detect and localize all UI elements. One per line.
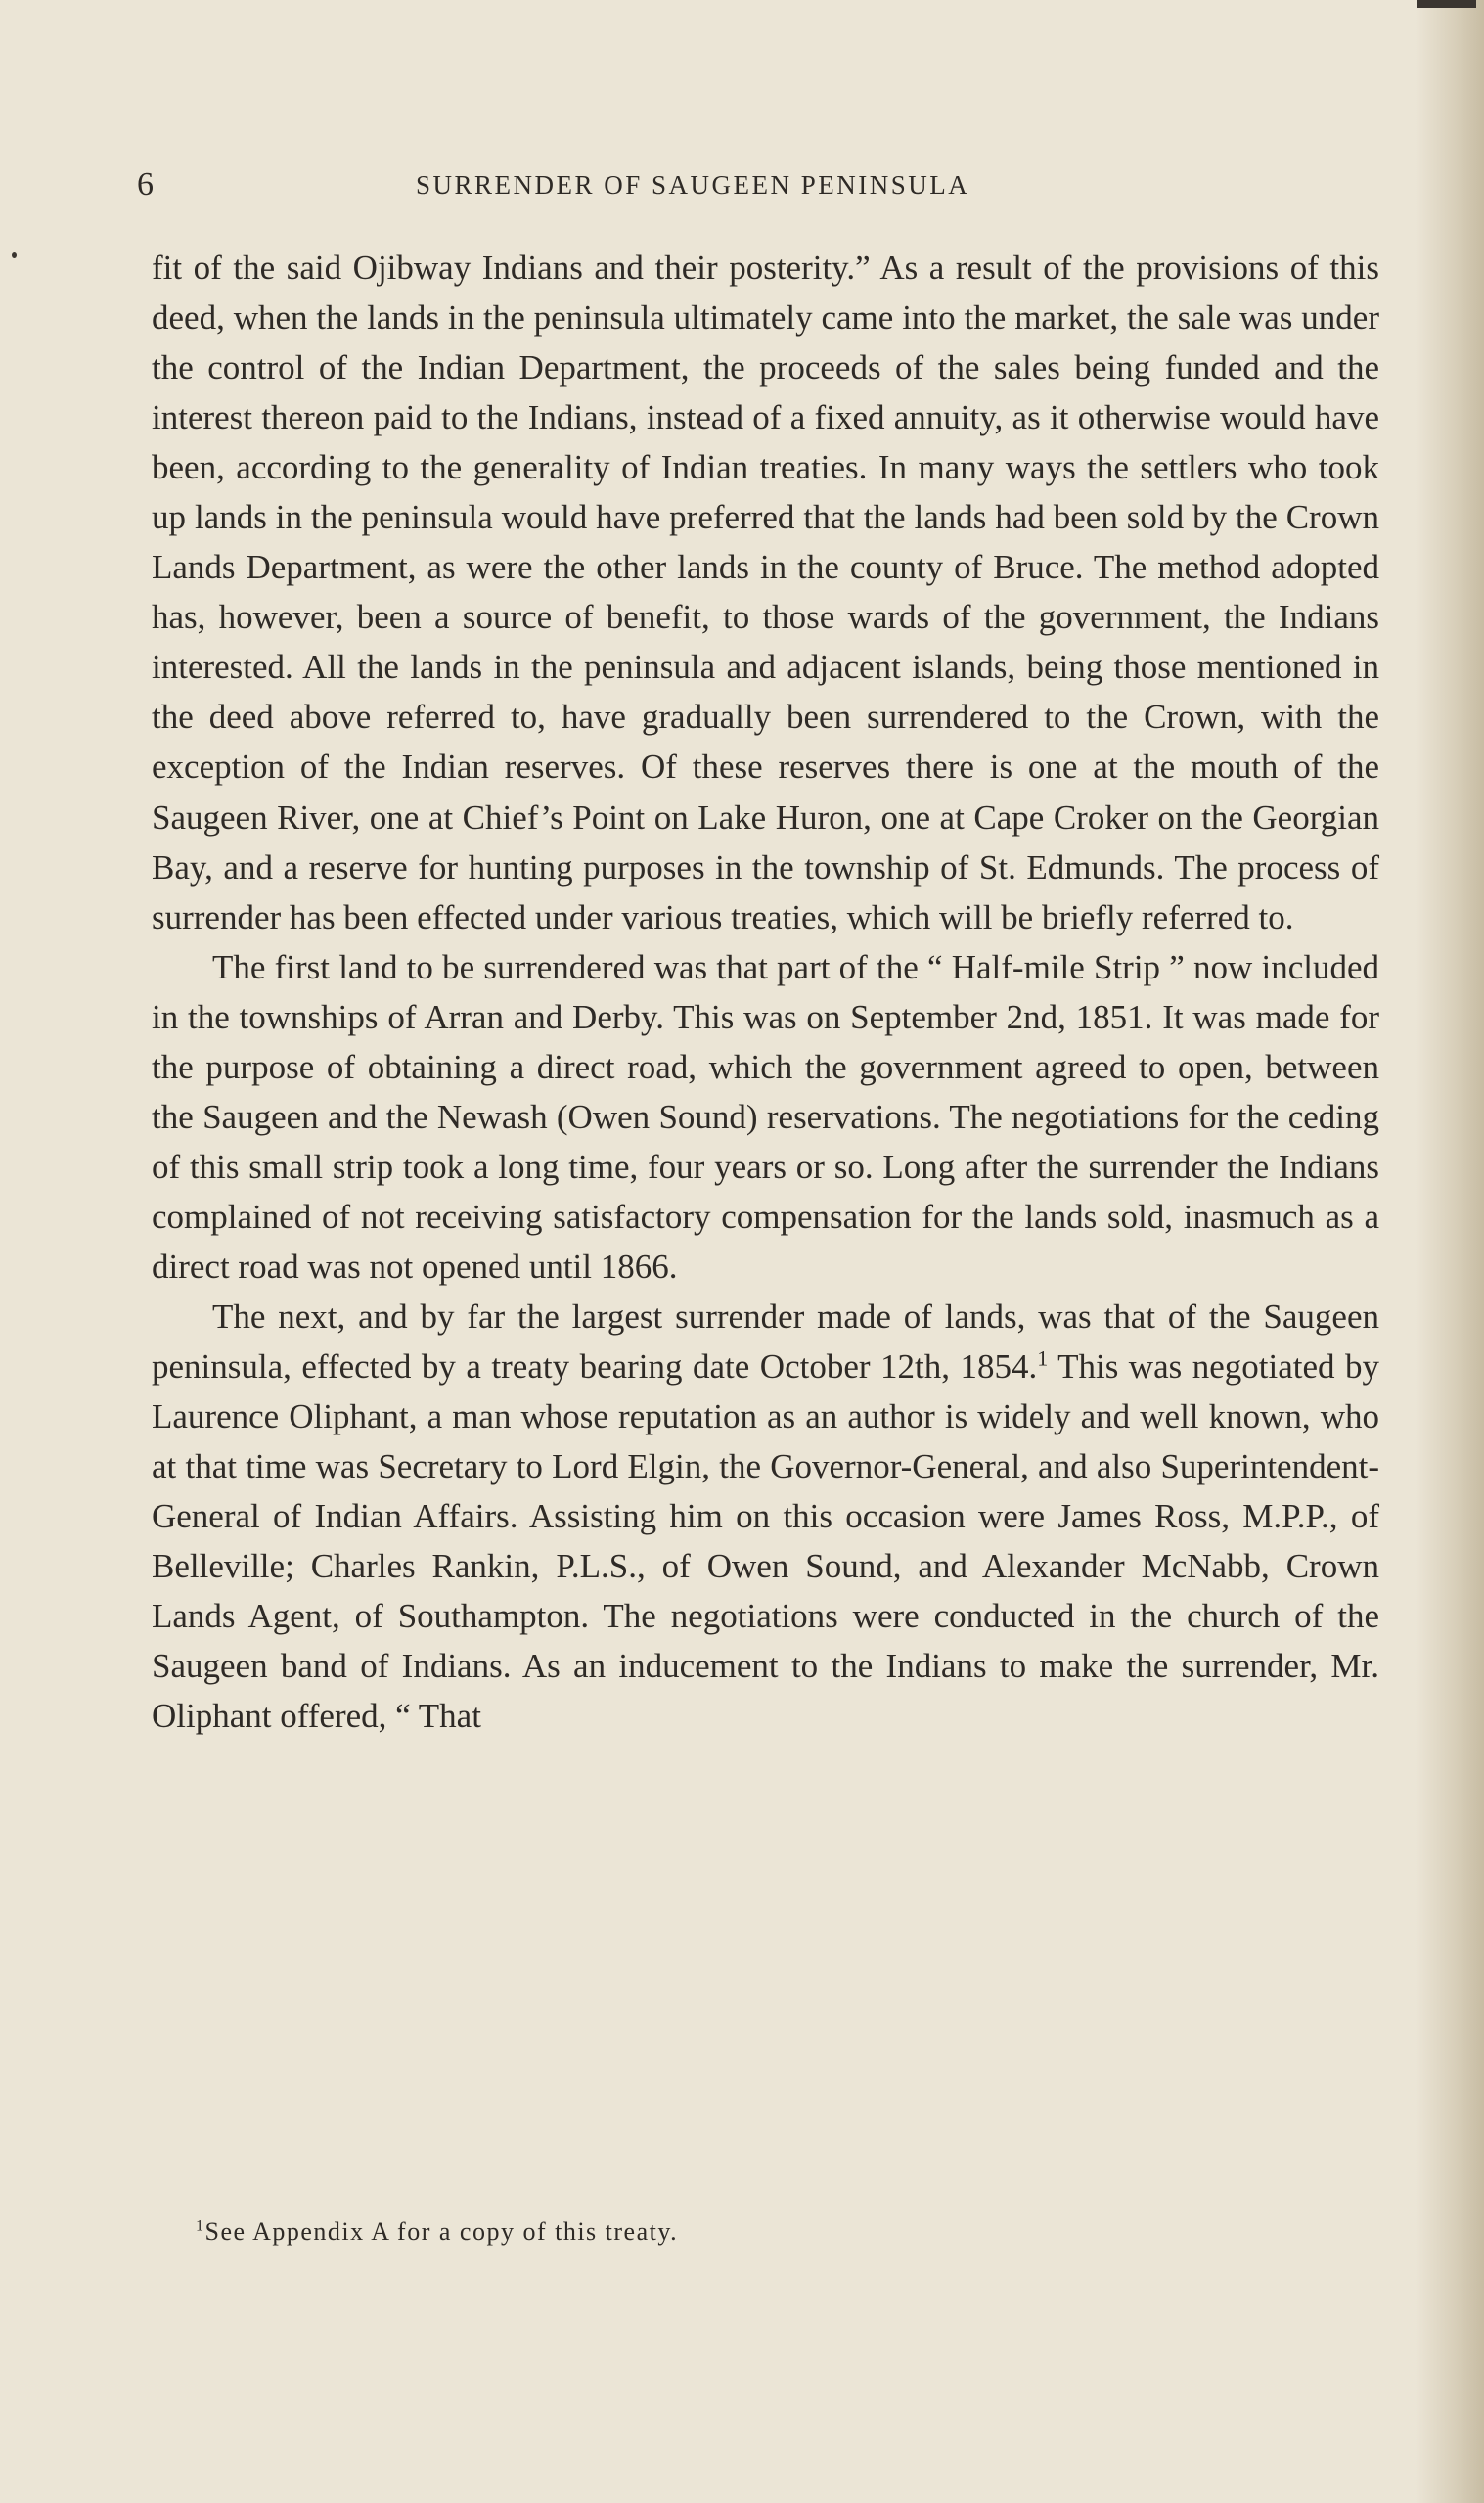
footnote [196,2217,1272,2247]
page-header [137,166,1379,205]
paragraph-3 [152,1292,1379,1741]
paragraph-3-text-before: The next, and by far the largest surrender made of lands, was that of the Saugeen peninsula, effected by a treaty bearing date October 12th, 1854. [152,1297,1379,1387]
paragraph-3-text-after: This was negotiated by Laurence Oliphant, a man whose reputation as an author is widely and well known, who at that time was Secretary to Lord Elgin, the Governor-General, and also Superintendent-General of Indian Affairs. Assisting him on this occasion were James Ross, M.P.P., of Belleville; Charles Rankin, P.L.S., of Owen Sound, and Alexander McNabb, Crown Lands Agent, of Southampton. The negotiations were conducted in the church of the Saugeen band of Indians. As an inducement to the Indians to make the surrender, Mr. Oliphant offered, “ That [152,1347,1379,1736]
page-number: 6 [137,166,154,203]
footnote-text: See Appendix A for a copy of this treaty. [204,2217,679,2246]
footnote-mark: 1 [196,2217,205,2235]
stray-ink-mark [12,252,17,258]
running-head: SURRENDER OF SAUGEEN PENINSULA [416,170,970,200]
page-edge-mark [1417,0,1476,8]
paragraph-1: fit of the said Ojibway Indians and their posterity.” As a result of the provisions of this deed, when the lands in the peninsula ultimately came into the market, the sale was under the control of the Indian Department, the proceeds of the sales being funded and the interest thereon paid to the Indians, instead of a fixed annuity, as it otherwise would have been, according to the generality of Indian treaties. In many ways the settlers who took up lands in the peninsula would have preferred that the lands had been sold by the Crown Lands Department, as were the other lands in the county of Bruce. The method adopted has, however, been a source of benefit, to those wards of the government, the Indians interested. All the lands in the peninsula and adjacent islands, being those mentioned in the deed above referred to, have gradually been surrendered to the Crown, with the exception of the Indian reserves. Of these reserves there is one at the mouth of the Saugeen River, one at Chief’s Point on Lake Huron, one at Cape Croker on the Georgian Bay, and a reserve for hunting purposes in the township of St. Edmunds. The process of surrender has been effected under various treaties, which will be briefly referred to. [152,249,1379,936]
footnote-reference: 1 [1037,1345,1049,1371]
body-text [152,243,1379,1741]
paragraph-2: The first land to be surrendered was that part of the “ Half-mile Strip ” now included in the townships of Arran and Derby. This was on September 2nd, 1851. It was made for the purpose of obtaining a direct road, which the government agreed to open, between the Saugeen and the Newash (Owen Sound) reservations. The negotiations for the ceding of this small strip took a long time, four years or so. Long after the surrender the Indians complained of not receiving satisfactory compensation for the lands sold, inasmuch as a direct road was not opened until 1866. [152,947,1379,1286]
page-edge-shadow [1416,0,1484,2503]
